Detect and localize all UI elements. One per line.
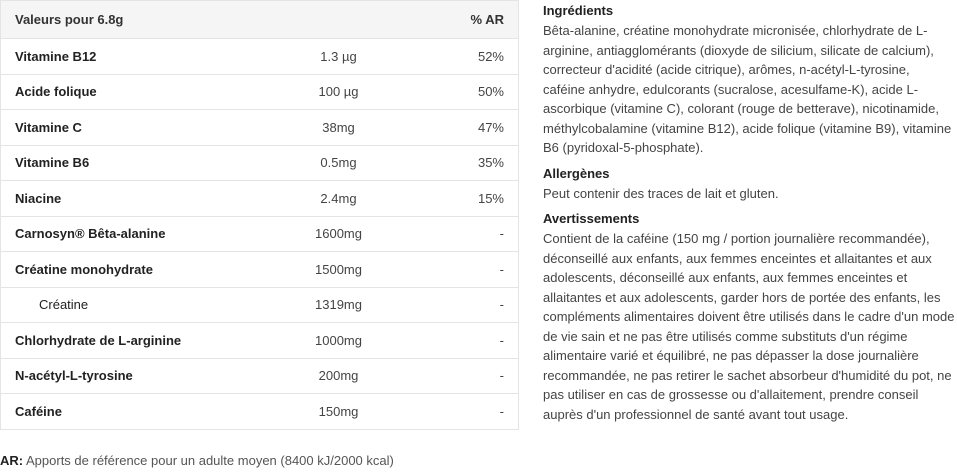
nutrient-ar-percent: - (399, 252, 519, 288)
nutrient-amount: 38mg (279, 110, 399, 146)
nutrient-name: Caféine (1, 394, 279, 430)
nutrient-amount: 0.5mg (279, 145, 399, 181)
header-amount (279, 1, 399, 39)
table-row (1, 252, 519, 288)
nutrient-name: N-acétyl-L-tyrosine (1, 358, 279, 394)
nutrition-table-container (0, 0, 519, 430)
ingredients-title: Ingrédients (543, 3, 614, 18)
warnings-text: Contient de la caféine (150 mg / portion journalière recommandée), déconseillé aux enfants, aux femmes enceintes et allaitantes et aux adolescents, déconseillé aux enfants, aux femmes enceintes et allaitantes et aux adolescents, garder hors de portée des enfants, les compléments alimentaires doivent être utilisés dans le cadre d'un mode de vie sain et ne pas être utilisés comme substituts d'un régime alimentaire varié et équilibré, ne pas dépasser la dose journalière recommandée, ne pas retirer le sachet absorbeur d'humidité du pot, ne pas utiliser en cas de grossesse ou d'allaitement, prendre conseil auprès d'un professionnel de santé avant tout usage. (543, 231, 955, 422)
nutrient-name: Créatine monohydrate (1, 252, 279, 288)
nutrient-name: Acide folique (1, 74, 279, 110)
nutrient-ar-percent: 35% (399, 145, 519, 181)
nutrition-table-body (1, 39, 519, 430)
header-serving-label: Valeurs pour 6.8g (1, 1, 279, 39)
nutrient-ar-percent: 47% (399, 110, 519, 146)
nutrient-ar-percent: - (399, 394, 519, 430)
nutrient-ar-percent: 52% (399, 39, 519, 75)
nutrition-table-header (1, 1, 519, 39)
table-row (1, 74, 519, 110)
table-row (1, 394, 519, 430)
nutrient-name: Niacine (1, 181, 279, 217)
ingredients-text: Bêta-alanine, créatine monohydrate micronisée, chlorhydrate de L-arginine, antiagglomérants (dioxyde de silicium, silicate de calcium), correcteur d'acidité (acide citrique), arômes, n-acétyl-L-tyrosine, caféine anhydre, edulcorants (sucralose, acesulfame-K), acide L-ascorbique (vitamine C), colorant (rouge de betterave), nicotinamide, méthylcobalamine (vitamine B12), acide folique (vitamine B9), vitamine B6 (pyridoxal-5-phosphate). (543, 23, 952, 155)
table-row (1, 39, 519, 75)
footnote-text: Apports de référence pour un adulte moyen (8400 kJ/2000 kcal) (23, 453, 394, 468)
nutrient-amount: 1600mg (279, 216, 399, 252)
table-row (1, 110, 519, 146)
nutrient-name: Vitamine B6 (1, 145, 279, 181)
product-details (543, 3, 955, 432)
nutrient-amount: 1500mg (279, 252, 399, 288)
nutrient-amount: 2.4mg (279, 181, 399, 217)
nutrient-name: Chlorhydrate de L-arginine (1, 323, 279, 359)
nutrient-name: Créatine (1, 287, 279, 323)
nutrient-amount: 1319mg (279, 287, 399, 323)
nutrient-amount: 150mg (279, 394, 399, 430)
nutrient-ar-percent: 50% (399, 74, 519, 110)
allergens-title: Allergènes (543, 165, 610, 181)
nutrient-ar-percent: 15% (399, 181, 519, 217)
warnings-title: Avertissements (543, 211, 640, 226)
ar-footnote (0, 453, 394, 468)
table-row (1, 181, 519, 217)
nutrient-ar-percent: - (399, 216, 519, 252)
table-row (1, 358, 519, 394)
nutrient-amount: 200mg (279, 358, 399, 394)
allergens-text: Peut contenir des traces de lait et gluten. (543, 185, 779, 201)
nutrient-name: Vitamine C (1, 110, 279, 146)
nutrition-table (0, 0, 519, 430)
header-ar: % AR (399, 1, 519, 39)
nutrient-ar-percent: - (399, 287, 519, 323)
nutrient-amount: 1.3 µg (279, 39, 399, 75)
table-row (1, 216, 519, 252)
footnote-abbr: AR: (0, 453, 24, 468)
nutrient-name: Carnosyn® Bêta-alanine (1, 216, 279, 252)
nutrient-amount: 100 µg (279, 74, 399, 110)
table-row (1, 287, 519, 323)
nutrient-ar-percent: - (399, 358, 519, 394)
table-row (1, 323, 519, 359)
nutrient-name: Vitamine B12 (1, 39, 279, 75)
table-row (1, 145, 519, 181)
nutrient-amount: 1000mg (279, 323, 399, 359)
nutrient-ar-percent: - (399, 323, 519, 359)
